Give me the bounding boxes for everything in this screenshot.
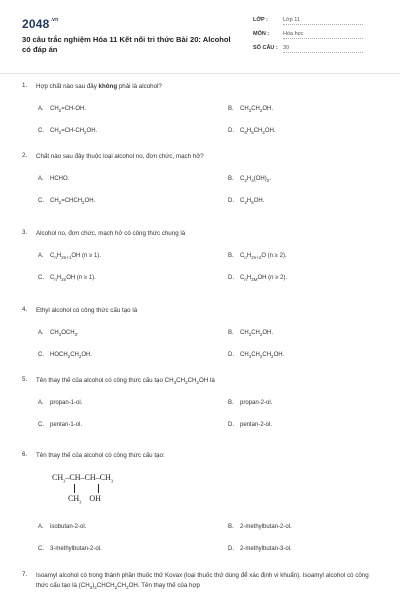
structural-formula-branches: $CH_3$ OH — [68, 494, 101, 505]
option-c[interactable] — [38, 546, 102, 552]
option-text: $C_nH_{2n+2}O$ (n ≥ 2). — [240, 253, 287, 261]
question-text: Tên thay thế của alcohol có công thức cấu tạo $CH_3CH_2CH_2OH$ là — [36, 377, 215, 386]
option-text: $CH_2=CH-OH$. — [50, 106, 87, 114]
option-b[interactable] — [228, 330, 273, 337]
question-number: 2. — [22, 152, 28, 159]
option-b[interactable] — [228, 176, 271, 183]
meta-subject-label: MÔN : — [253, 31, 270, 37]
option-letter: D. — [228, 422, 234, 428]
logo-text: 2048 — [22, 17, 50, 31]
question-text: Ethyl alcohol có công thức cấu tạo là — [36, 307, 138, 314]
option-letter: C. — [38, 422, 44, 428]
logo-suffix: .vn — [50, 17, 59, 23]
option-b[interactable] — [228, 253, 287, 260]
option-letter: D. — [228, 275, 234, 281]
option-letter: A. — [38, 176, 44, 182]
option-text: $CH_3CH_2OH$. — [240, 330, 274, 338]
option-text: $C_nH_{2n+1}OH$ (n ≥ 1). — [50, 253, 101, 261]
document-title: 30 câu trắc nghiệm Hóa 11 Kết nối tri thức Bài 20: Alcohol có đáp án — [22, 35, 231, 54]
question-emphasis: không — [98, 83, 118, 90]
option-letter: D. — [228, 546, 234, 552]
option-text: $CH_3CH_2OH$. — [240, 106, 274, 114]
option-letter: A. — [38, 400, 44, 406]
meta-count-label: SỐ CÂU : — [253, 45, 278, 51]
option-text: $C_6H_5CH_2OH$. — [240, 128, 276, 136]
option-d[interactable] — [228, 198, 264, 205]
option-letter: B. — [228, 106, 234, 112]
option-letter: A. — [38, 106, 44, 112]
question-text: Alcohol no, đơn chức, mạch hở có công thức chung là — [36, 230, 186, 237]
option-letter: B. — [228, 253, 234, 259]
option-letter: D. — [228, 198, 234, 204]
meta-class-label: LỚP : — [253, 17, 268, 23]
option-c[interactable] — [38, 422, 82, 428]
question-number: 4. — [22, 306, 28, 313]
option-letter: C. — [38, 128, 44, 134]
option-text: $CH_2=CHCH_2OH$. — [50, 198, 96, 206]
meta-class-value: Lớp 11 — [283, 17, 363, 25]
question-number: 1. — [22, 82, 28, 89]
option-text: 2-methylbutan-2-ol. — [240, 524, 292, 530]
option-text: $C_nH_{2n}OH$ (n ≥ 1). — [50, 275, 96, 283]
option-c[interactable] — [38, 352, 92, 359]
option-a[interactable] — [38, 253, 101, 260]
option-letter: A. — [38, 524, 44, 530]
option-b[interactable] — [228, 106, 273, 113]
question-text: Hợp chất nào sau đây không phải là alcohol? — [36, 83, 162, 90]
option-c[interactable] — [38, 275, 96, 282]
option-letter: D. — [228, 128, 234, 134]
meta-subject-value: Hóa học — [283, 31, 363, 39]
option-b[interactable] — [228, 524, 292, 530]
option-letter: C. — [38, 198, 44, 204]
header-divider — [0, 73, 400, 74]
question-text: Chất nào sau đây thuộc loại alcohol no, đơn chức, mạch hở? — [36, 153, 204, 160]
option-text: propan-2-ol. — [240, 400, 273, 406]
option-letter: C. — [38, 352, 44, 358]
option-a[interactable] — [38, 330, 79, 337]
option-text: isobutan-2-ol. — [50, 524, 87, 530]
option-c[interactable] — [38, 198, 95, 205]
option-text: $C_2H_5OH$. — [240, 198, 265, 206]
option-text: $C_2H_4(OH)_2$. — [240, 176, 271, 184]
option-letter: B. — [228, 330, 234, 336]
option-b[interactable] — [228, 400, 272, 406]
question-number: 5. — [22, 376, 28, 383]
option-text: $C_nH_{2M}OH$ (n ≥ 2). — [240, 275, 288, 283]
option-text: propan-1-ol. — [50, 400, 83, 406]
question-number: 3. — [22, 229, 28, 236]
bond-line — [74, 484, 75, 493]
option-letter: B. — [228, 400, 234, 406]
option-text: $CH_3OCH_3$. — [50, 330, 79, 338]
option-letter: C. — [38, 546, 44, 552]
option-text: pentan-2-ol. — [240, 422, 273, 428]
option-text: pentan-1-ol. — [50, 422, 83, 428]
option-d[interactable] — [228, 546, 292, 552]
option-a[interactable] — [38, 176, 69, 182]
question-text: Isoamyl alcohol có trong thành phần thuốc thử Kovax (loại thuốc thử dùng để xác định vi khuẩn). Isoamyl alcohol có công thức cấu tạo là $(CH_3)_2CHCH_2CH_2OH$. Tên thay thế của hợp — [36, 572, 369, 591]
meta-count-value: 30 — [283, 45, 363, 53]
bond-line — [98, 484, 99, 493]
option-text: $HOCH_2CH_2OH$. — [50, 352, 93, 360]
question-text: Tên thay thế của alcohol có công thức cấu tạo: — [36, 452, 165, 459]
option-text: 2-methylbutan-3-ol. — [240, 546, 292, 552]
option-a[interactable] — [38, 106, 86, 113]
option-letter: B. — [228, 524, 234, 530]
site-logo[interactable] — [22, 17, 58, 31]
option-letter: C. — [38, 275, 44, 281]
option-letter: B. — [228, 176, 234, 182]
option-text: HCHO. — [50, 176, 70, 182]
option-text: $CH_3CH_2CH_2OH$. — [240, 352, 285, 360]
option-d[interactable] — [228, 352, 284, 359]
structural-formula-main: $CH_3-CH-CH-CH_3$ — [52, 473, 113, 484]
question-number: 7. — [22, 571, 28, 578]
option-letter: D. — [228, 352, 234, 358]
option-letter: A. — [38, 253, 44, 259]
option-letter: A. — [38, 330, 44, 336]
question-number: 6. — [22, 451, 28, 458]
option-a[interactable] — [38, 400, 82, 406]
option-d[interactable] — [228, 275, 287, 282]
option-d[interactable] — [228, 128, 276, 135]
option-a[interactable] — [38, 524, 86, 530]
option-text: $CH_2=CH-CH_2OH$. — [50, 128, 98, 136]
option-text: 3-methylbutan-2-ol. — [50, 546, 102, 552]
option-c[interactable] — [38, 128, 97, 135]
option-d[interactable] — [228, 422, 272, 428]
document-header — [0, 0, 400, 74]
